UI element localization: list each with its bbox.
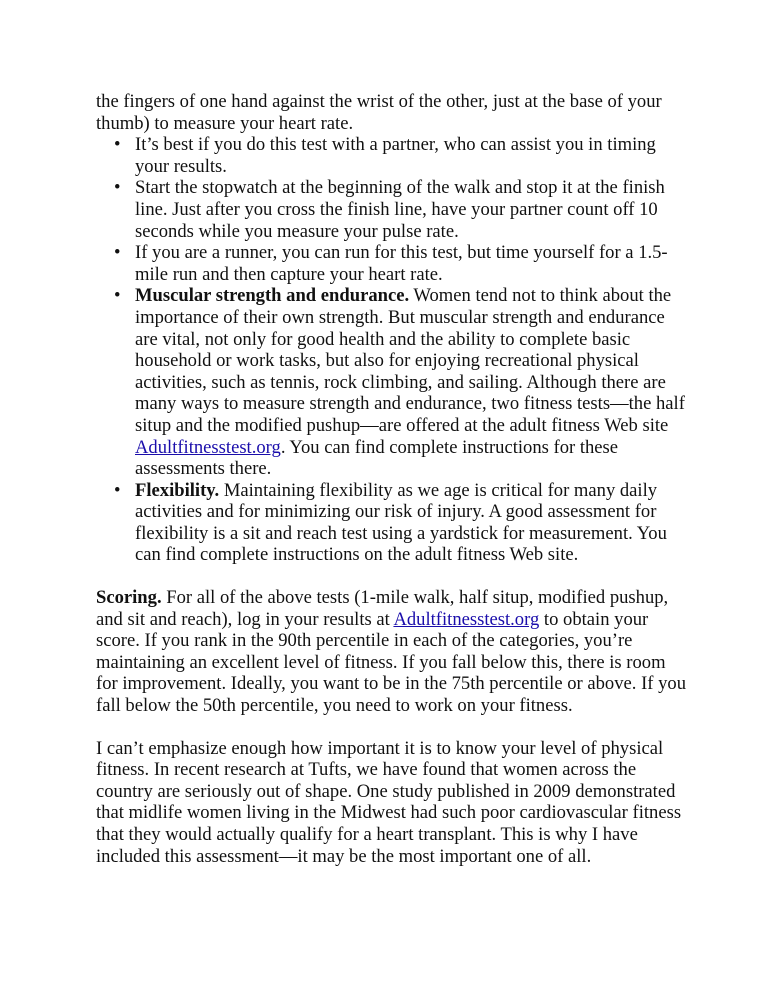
list-item-flexibility xyxy=(96,480,686,566)
scoring-heading: Scoring. xyxy=(96,587,162,609)
scoring-text: For all of the above tests (1-mile walk, half situp, modified pushup, and sit and reach), log in your results at xyxy=(96,587,669,630)
adultfitnesstest-link[interactable]: Adultfitnesstest.org xyxy=(393,608,540,630)
adultfitnesstest-link[interactable]: Adultfitnesstest.org xyxy=(135,436,281,458)
list-item-text: If you are a runner, you can run for this test, but time yourself for a 1.5-mile run and then capture your heart rate. xyxy=(135,242,668,285)
list-item-muscular-strength xyxy=(96,285,686,479)
list-item-text: Start the stopwatch at the beginning of the walk and stop it at the finish line. Just after you cross the finish line, have your partner count off 10 seconds while you measure your pulse rate. xyxy=(135,177,665,242)
flexibility-text: Maintaining flexibility as we age is critical for many daily activities and for minimizing our risk of injury. A good assessment for flexibility is a sit and reach test using a yardstick for measurement. You can find complete instructions on the adult fitness Web site. xyxy=(135,479,667,566)
scoring-text-after: to obtain your score. If you rank in the 90th percentile in each of the categories, you’re maintaining an excellent level of fitness. If you fall below this, there is room for improvement. Ideally, you want to be in the 75th percentile or above. If you fall below the 50th percentile, you need to work on your fitness. xyxy=(96,608,686,717)
scoring-paragraph xyxy=(96,587,686,717)
bullet-icon: • xyxy=(114,242,121,264)
bullet-list xyxy=(96,134,686,566)
closing-paragraph: I can’t emphasize enough how important it is to know your level of physical fitness. In recent research at Tufts, we have found that women across the country are seriously out of shape. One study published in 2009 demonstrated that midlife women living in the Midwest had such poor cardiovascular fitness that they would actually qualify for a heart transplant. This is why I have included this assessment—it may be the most important one of all. xyxy=(96,737,682,867)
spacer xyxy=(96,717,686,738)
bullet-icon: • xyxy=(114,177,121,199)
list-item xyxy=(96,134,686,177)
continuation-text: the fingers of one hand against the wrist of the other, just at the base of your thumb) to measure your heart rate. xyxy=(96,91,662,134)
bullet-icon: • xyxy=(114,479,121,501)
list-item xyxy=(96,242,686,285)
muscular-strength-text-after: . You can find complete instructions for these assessments there. xyxy=(135,436,619,480)
list-item-text: It’s best if you do this test with a partner, who can assist you in timing your results. xyxy=(135,134,656,177)
bullet-icon: • xyxy=(114,134,121,156)
flexibility-heading: Flexibility. xyxy=(135,479,220,501)
muscular-strength-text: Women tend not to think about the importance of their own strength. But muscular strength and endurance are vital, not only for good health and the ability to complete basic household or work tasks, but also for enjoying recreational physical activities, such as tennis, rock climbing, and sailing. Although there are many ways to measure strength and endurance, two fitness tests—the half situp and the modified pushup—are offered at the adult fitness Web site xyxy=(135,285,685,436)
muscular-strength-heading: Muscular strength and endurance. xyxy=(135,285,410,307)
list-item xyxy=(96,177,686,242)
document-page xyxy=(96,91,686,867)
bullet-icon: • xyxy=(114,285,121,307)
spacer xyxy=(96,566,686,587)
